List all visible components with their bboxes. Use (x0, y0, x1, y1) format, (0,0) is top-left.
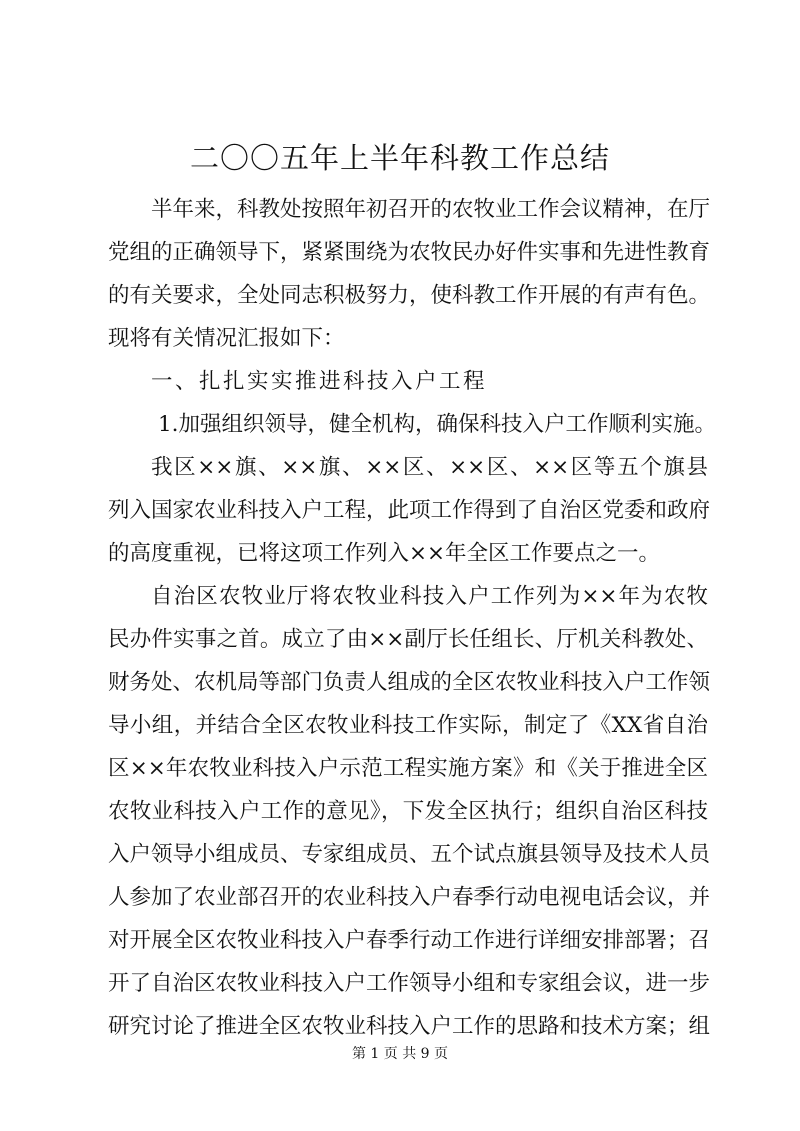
subsection-heading: 1.加强组织领导，健全机构，确保科技入户工作顺利实施。 (158, 412, 717, 437)
paragraph-line: 导小组，并结合全区农牧业科技工作实际，制定了《XX省自治 (108, 713, 708, 738)
paragraph-line: 研究讨论了推进全区农牧业科技入户工作的思路和技术方案；组 (108, 1014, 711, 1039)
paragraph-line: 现将有关情况汇报如下： (108, 326, 345, 351)
page-number-footer: 第 1 页 共 9 页 (351, 1046, 449, 1062)
paragraph-line: 半年来，科教处按照年初召开的农牧业工作会议精神，在厅 (151, 197, 711, 222)
paragraph-line: 对开展全区农牧业科技入户春季行动工作进行详细安排部署；召 (108, 928, 711, 953)
paragraph-line: 财务处、农机局等部门负责人组成的全区农牧业科技入户工作领 (108, 670, 711, 695)
paragraph-line: 人参加了农业部召开的农业科技入户春季行动电视电话会议，并 (108, 885, 711, 910)
paragraph-line: 区××年农牧业科技入户示范工程实施方案》和《关于推进全区 (108, 756, 708, 781)
paragraph-line: 自治区农牧业厅将农牧业科技入户工作列为××年为农牧 (151, 584, 708, 609)
paragraph-line: 开了自治区农牧业科技入户工作领导小组和专家组会议，进一步 (108, 971, 711, 996)
paragraph-line: 入户领导小组成员、专家组成员、五个试点旗县领导及技术人员 (108, 842, 711, 867)
paragraph-line: 的有关要求，全处同志积极努力，使科教工作开展的有声有色。 (108, 283, 711, 308)
document-title: 二〇〇五年上半年科教工作总结 (189, 141, 610, 175)
paragraph-line: 我区××旗、××旗、××区、××区、××区等五个旗县 (151, 455, 708, 480)
paragraph-line: 党组的正确领导下，紧紧围绕为农牧民办好件实事和先进性教育 (108, 240, 711, 265)
section-heading: 一、扎扎实实推进科技入户工程 (151, 369, 488, 394)
paragraph-line: 农牧业科技入户工作的意见》，下发全区执行；组织自治区科技 (108, 799, 708, 824)
paragraph-line: 的高度重视，已将这项工作列入××年全区工作要点之一。 (108, 541, 661, 566)
paragraph-line: 民办件实事之首。成立了由××副厅长任组长、厅机关科教处、 (108, 627, 708, 652)
paragraph-line: 列入国家农业科技入户工程，此项工作得到了自治区党委和政府 (108, 498, 711, 523)
